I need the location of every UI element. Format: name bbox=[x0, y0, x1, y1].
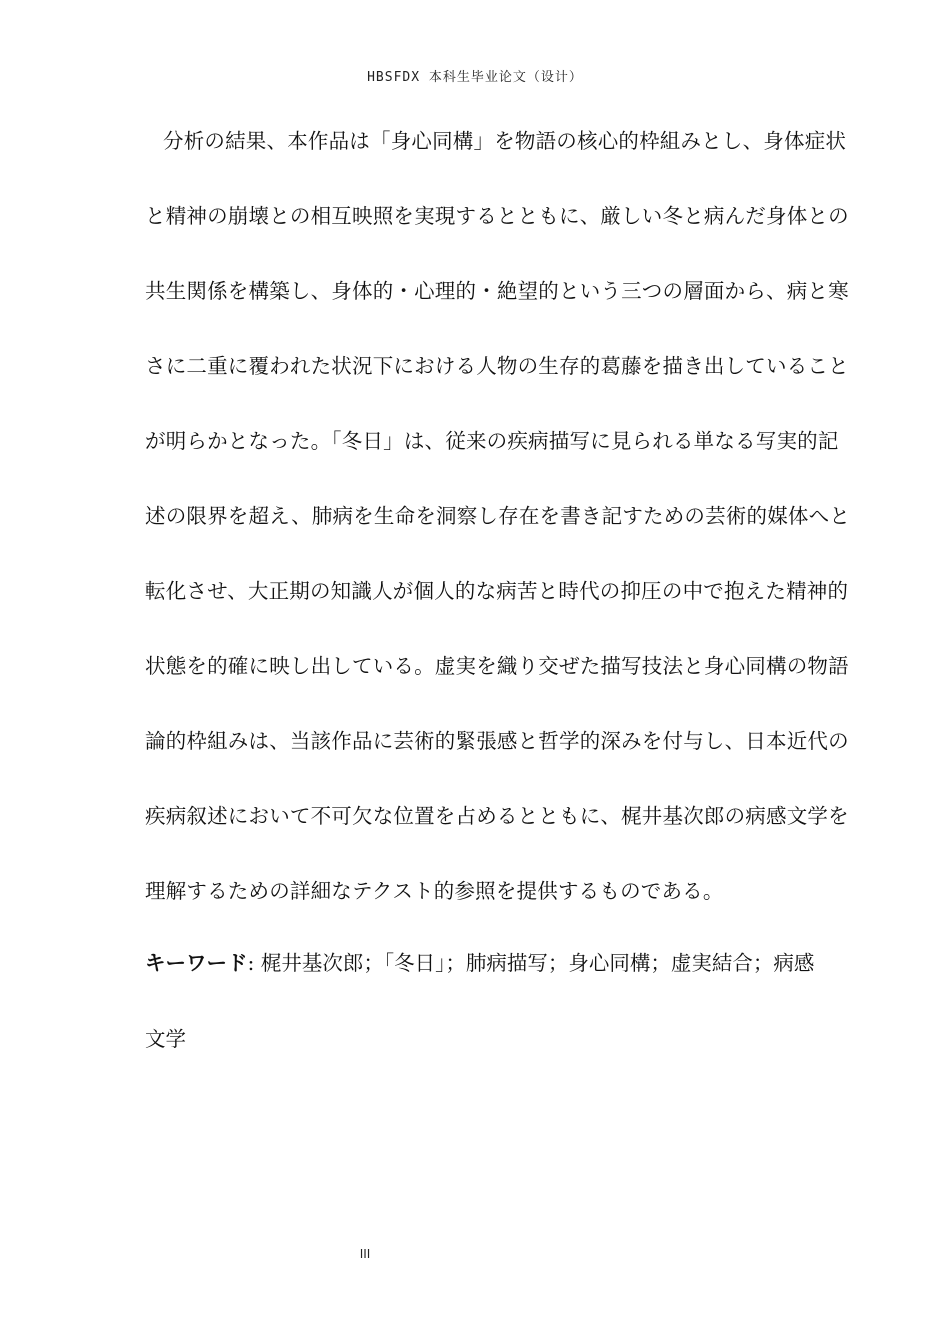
page-number: III bbox=[359, 1247, 371, 1261]
abstract-body bbox=[145, 118, 851, 943]
page-header: HBSFDX 本科生毕业论文（设计） bbox=[367, 70, 583, 85]
abstract-line-4: さに二重に覆われた状況下における人物の生存的葛藤を描き出していること bbox=[145, 354, 849, 378]
abstract-line-8: 状態を的確に映し出している。虚実を織り交ぜた描写技法と身心同構の物語 bbox=[145, 654, 849, 678]
keywords-line-2: 文学 bbox=[145, 1027, 186, 1051]
keywords-section bbox=[145, 940, 815, 1092]
abstract-line-5: が明らかとなった。「冬日」は、従来の疾病描写に見られる単なる写実的記 bbox=[145, 429, 839, 453]
abstract-line-3: 共生関係を構築し、身体的・心理的・絶望的という三つの層面から、病と寒 bbox=[145, 279, 849, 303]
keywords-label: キーワード bbox=[145, 951, 248, 975]
abstract-line-11: 理解するための詳細なテクスト的参照を提供するものである。 bbox=[145, 879, 724, 903]
abstract-line-1: 分析の結果、本作品は「身心同構」を物語の核心的枠組みとし、身体症状 bbox=[163, 129, 847, 153]
abstract-line-9: 論的枠組みは、当該作品に芸術的緊張感と哲学的深みを付与し、日本近代の bbox=[145, 729, 849, 753]
keywords-line-1 bbox=[145, 940, 815, 1016]
abstract-line-10: 疾病叙述において不可欠な位置を占めるとともに、梶井基次郎の病感文学を bbox=[145, 804, 849, 828]
abstract-line-2: と精神の崩壊との相互映照を実現するとともに、厳しい冬と病んだ身体との bbox=[145, 204, 849, 228]
abstract-line-6: 述の限界を超え、肺病を生命を洞察し存在を書き記すための芸術的媒体へと bbox=[145, 504, 851, 528]
keywords-list: : 梶井基次郎；「冬日」；肺病描写；身心同構；虚実結合；病感 bbox=[247, 951, 815, 975]
abstract-line-7: 転化させ、大正期の知識人が個人的な病苦と時代の抑圧の中で抱えた精神的 bbox=[145, 579, 849, 603]
